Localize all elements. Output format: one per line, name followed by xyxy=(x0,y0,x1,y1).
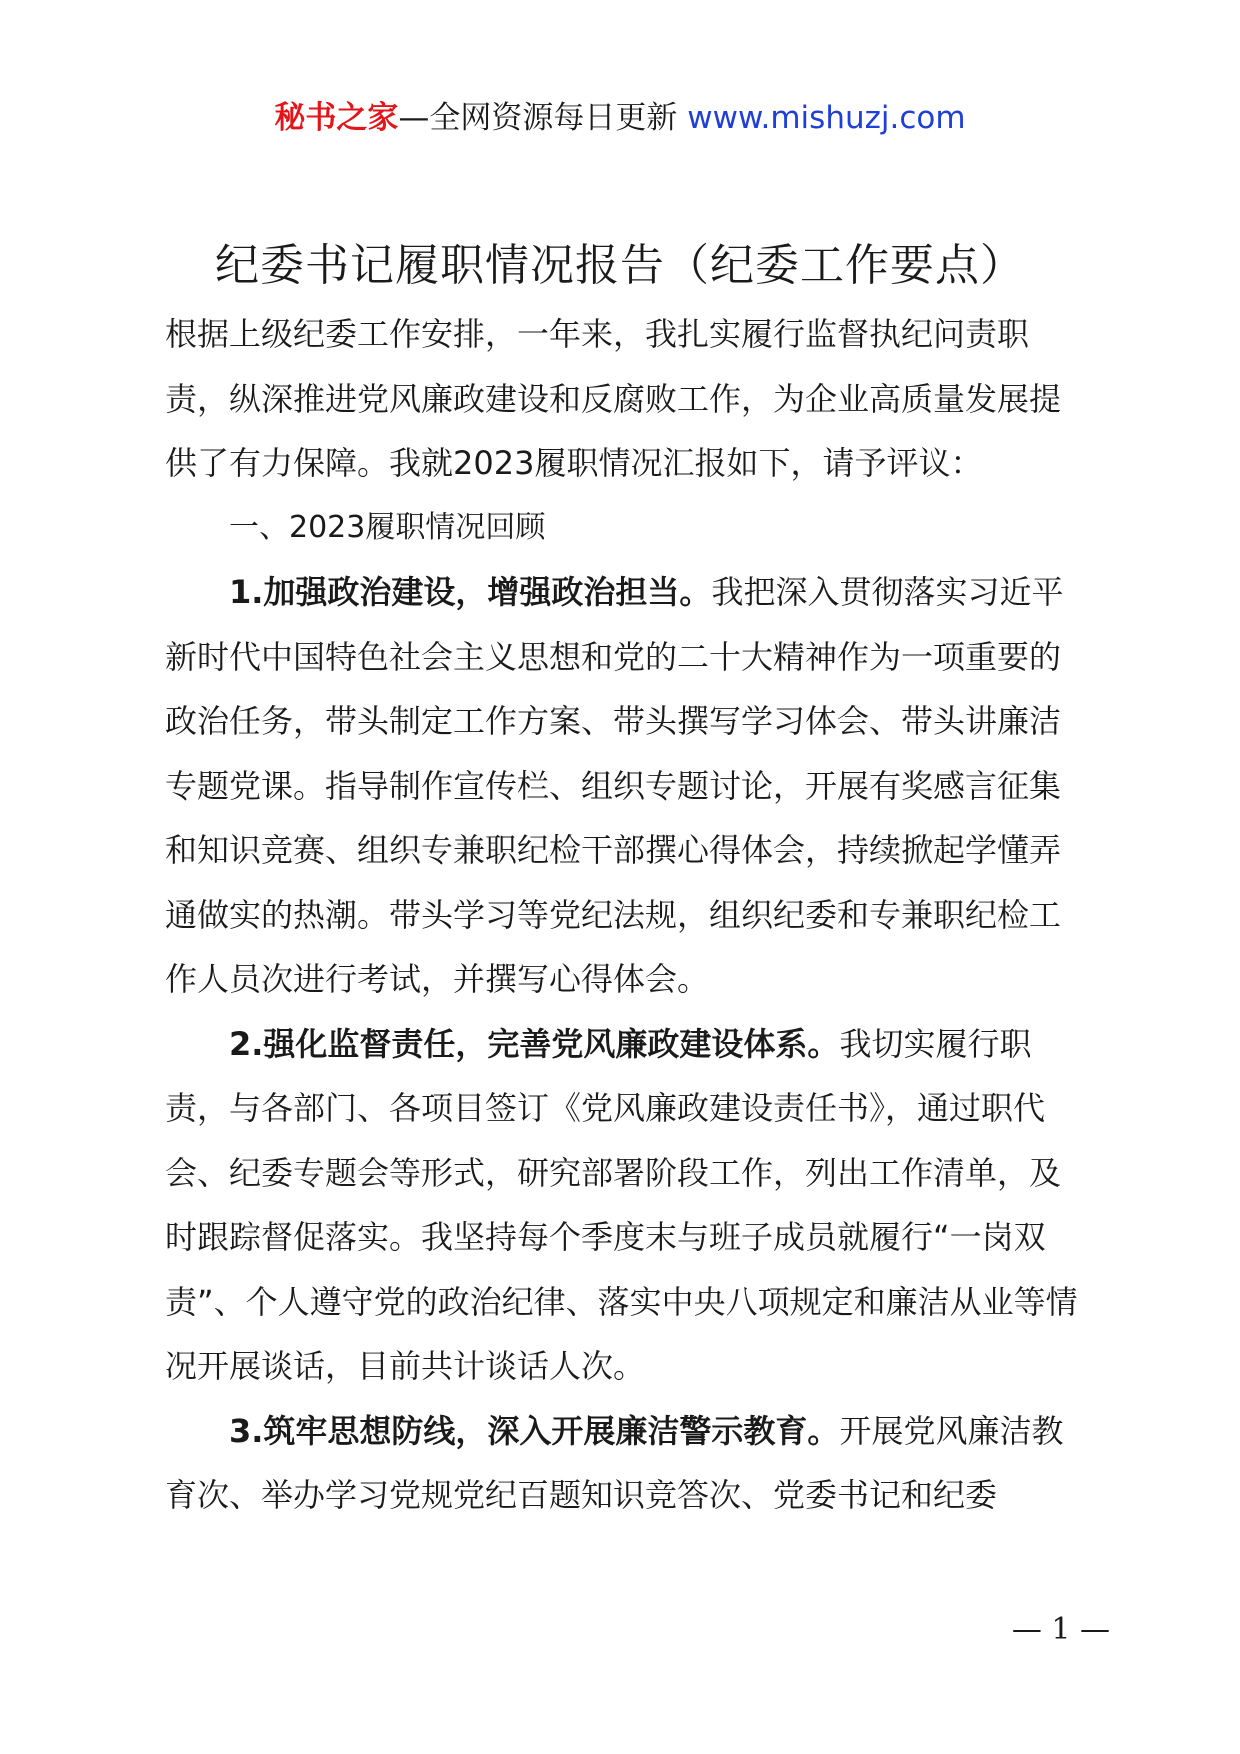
item-paragraph-1 xyxy=(165,560,1085,1012)
page-number: — 1 — xyxy=(1011,1612,1110,1647)
item-text: 开展党风廉洁教育次、举办学习党规党纪百题知识竞答次、党委书记和纪委 xyxy=(165,1411,1064,1514)
item-paragraph-2 xyxy=(165,1012,1085,1399)
section-heading: 一、2023履职情况回顾 xyxy=(229,509,546,545)
site-banner xyxy=(0,98,1240,138)
item-lead: 2.强化监督责任，完善党风廉政建设体系。 xyxy=(229,1024,840,1063)
website-url[interactable]: www.mishuzj.com xyxy=(687,100,966,136)
document-title: 纪委书记履职情况报告（纪委工作要点） xyxy=(215,240,1025,291)
item-text: 我把深入贯彻落实习近平新时代中国特色社会主义思想和党的二十大精神作为一项重要的政治任务，带头制定工作方案、带头撰写学习体会、带头讲廉洁专题党课。指导制作宣传栏、组织专题讨论，开展有奖感言征集和知识竞赛、组织专兼职纪检干部撰心得体会，持续掀起学懂弄通做实的热潮。带头学习等党纪法规，组织纪委和专兼职纪检工作人员次进行考试，并撰写心得体会。 xyxy=(165,573,1064,998)
banner-tagline: —全网资源每日更新 xyxy=(398,100,678,136)
item-lead: 1.加强政治建设，增强政治担当。 xyxy=(229,573,712,611)
item-paragraph-3 xyxy=(165,1399,1085,1528)
brand-name: 秘书之家 xyxy=(274,100,399,136)
document-body xyxy=(165,302,1085,1528)
item-text: 我切实履行职责，与各部门、各项目签订《党风廉政建设责任书》，通过职代会、纪委专题会等形式，研究部署阶段工作，列出工作清单，及时跟踪督促落实。我坚持每个季度末与班子成员就履行“一岗双责”、个人遵守党的政治纪律、落实中央八项规定和廉洁从业等情况开展谈话，目前共计谈话人次。 xyxy=(165,1024,1078,1385)
item-lead: 3.筑牢思想防线，深入开展廉洁警示教育。 xyxy=(229,1411,840,1450)
intro-paragraph: 根据上级纪委工作安排，一年来，我扎实履行监督执纪问责职责，纵深推进党风廉政建设和反腐败工作，为企业高质量发展提供了有力保障。我就2023履职情况汇报如下，请予评议： xyxy=(165,315,1062,482)
